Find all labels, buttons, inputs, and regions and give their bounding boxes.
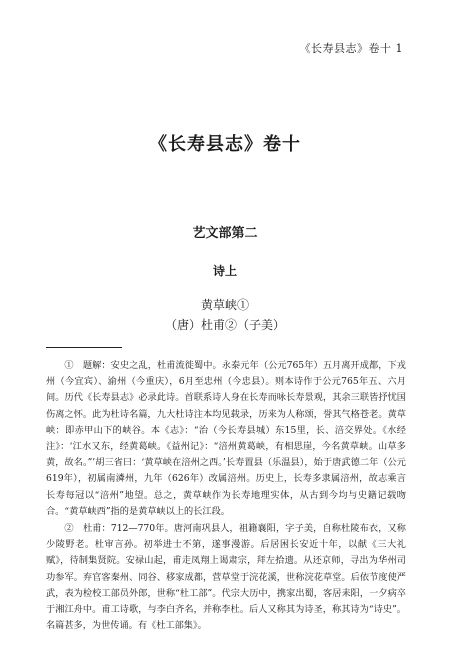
footnotes: [46, 358, 406, 634]
footnote-2: ② 杜甫：712—770年。唐河南巩县人，祖籍襄阳，字子美，自称杜陵布衣，又称少陵野老。杜审言孙。初举进士不第，遂事漫游。后居困长安近十年，以献《三大礼赋》，待制集贤院。安禄山起，甫走凤翔上谒肃宗，拜左拾遗。从还京师，寻出为华州司功参军。弃官客秦州、同谷、移家成都，营草堂于浣花溪，世称浣花草堂。后依节度使严武，表为检校工部员外郎，世称“杜工部”。代宗大历中，携家出蜀，客居耒阳，一夕病卒于湘江舟中。甫工诗歌，与李白齐名，并称李杜。后人又称其为诗圣，称其诗为“诗史”。名篇甚多，为世传诵。有《杜工部集》。: [46, 523, 406, 632]
subsection-heading: 诗上: [212, 264, 237, 278]
poem-author: （唐）杜甫②（子美）: [164, 318, 285, 332]
poem-title: 黄草峡①: [200, 298, 249, 312]
section-heading: 艺文部第二: [192, 226, 258, 241]
footnote-divider: [46, 347, 122, 348]
page-title: 《长寿县志》卷十: [149, 134, 301, 155]
footnote-1: ① 题解：安史之乱，杜甫流徙蜀中。永泰元年（公元765年）五月离开成都，下戎州（今宜宾）、渝州（今重庆），6月至忠州（今忠县）。则本诗作于公元765年五、六月间。历代《长寿县志》必录此诗。首联系诗人身在长寿而咏长寿景观，其余三联皆抒忧国伤离之怀。此为杜诗名篇，九大杜诗注本均见载录，历来为人称颂，誉其气格苍老。黄草峡：即赤甲山下的峡谷。本《志》：“治（今长寿县城）东15里，长、涪交界处。《水经注》：‘江水又东，经黄葛峡。《益州记》：“涪州黄葛峡，有相思崖，今名黄草峡。山草多黄，故名。”’胡三省曰：‘黄草峡在涪州之西。’长寿置县（乐温县），始于唐武德二年（公元619年），初属南潾州，九年（626年）改属涪州。历史上，长寿多隶属涪州，故志乘言长寿每冠以“涪州”地望。总之，黄草峡作为长寿地理实体，从古到今均与史籍记载吻合。“黄草峡西”指的是黄草峡以上的长江段。: [46, 360, 406, 517]
running-header: 《长寿县志》卷十 1: [299, 42, 403, 55]
